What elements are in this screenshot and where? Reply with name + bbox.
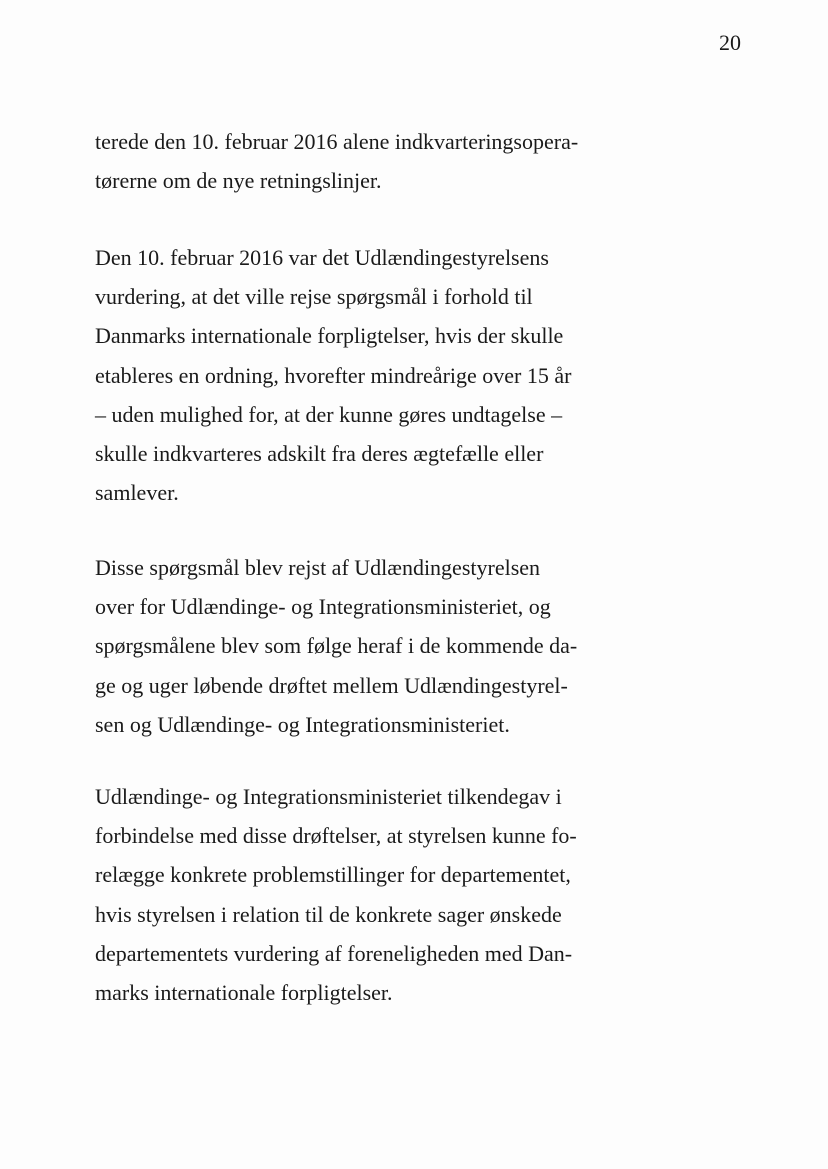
text-line: samlever.: [95, 480, 179, 506]
text-line: hvis styrelsen i relation til de konkrete sager ønskede: [95, 901, 562, 927]
paragraph-1: [95, 122, 615, 200]
text-line: marks internationale forpligtelser.: [95, 980, 393, 1006]
text-line: Disse spørgsmål blev rejst af Udlændingestyrelsen: [95, 555, 541, 580]
paragraph-4: [95, 777, 615, 1012]
text-line: relægge konkrete problemstillinger for departementet,: [95, 862, 571, 888]
text-line: – uden mulighed for, at der kunne gøres undtagelse –: [95, 401, 563, 427]
text-line: departementets vurdering af foreneligheden med Dan-: [95, 940, 573, 966]
text-line: terede den 10. februar 2016 alene indkvarteringsopera-: [95, 129, 579, 154]
text-line: etableres en ordning, hvorefter mindreårige over 15 år: [95, 362, 572, 388]
text-line: ge og uger løbende drøftet mellem Udlændingestyrel-: [95, 672, 568, 698]
text-line: spørgsmålene blev som følge heraf i de kommende da-: [95, 633, 578, 659]
text-line: tørerne om de nye retningslinjer.: [95, 168, 382, 194]
paragraph-2: [95, 238, 615, 512]
text-line: skulle indkvarteres adskilt fra deres ægtefælle eller: [95, 441, 544, 467]
text-line: vurdering, at det ville rejse spørgsmål i forhold til: [95, 284, 533, 310]
text-line: Danmarks internationale forpligtelser, hvis der skulle: [95, 323, 564, 349]
paragraph-3: [95, 548, 615, 744]
page-number: 20: [719, 30, 741, 55]
text-line: forbindelse med disse drøftelser, at styrelsen kunne fo-: [95, 823, 577, 849]
text-line: over for Udlændinge- og Integrationsministeriet, og: [95, 594, 551, 620]
text-line: Den 10. februar 2016 var det Udlændingestyrelsens: [95, 245, 549, 270]
text-line: sen og Udlændinge- og Integrationsministeriet.: [95, 711, 510, 737]
text-line: Udlændinge- og Integrationsministeriet tilkendegav i: [95, 784, 562, 809]
